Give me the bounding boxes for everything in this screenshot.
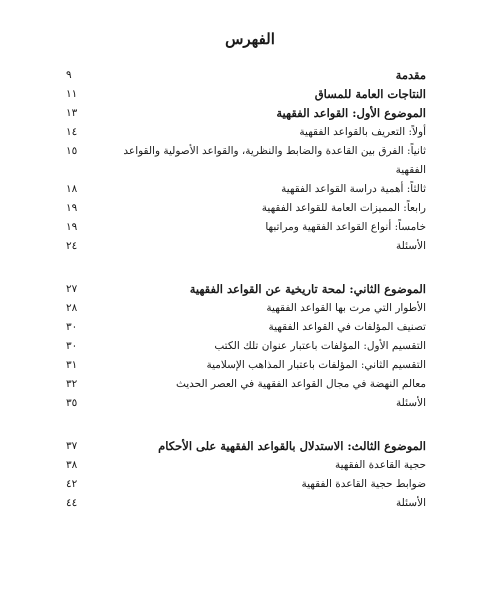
toc-entry-page-number: ٣٥ — [66, 397, 78, 409]
toc-entry[interactable] — [66, 375, 426, 394]
toc-entry-title: الموضوع الثالث: الاستدلال بالقواعد الفقهية على الأحكام — [158, 439, 426, 453]
toc-entry-title: حجية القاعدة الفقهية — [334, 459, 426, 471]
toc-entry-title: التقسيم الثاني: المؤلفات باعتبار المذاهب الإسلامية — [206, 359, 426, 371]
toc-entry[interactable] — [66, 85, 426, 104]
toc-entry-page-number: ٣٠ — [66, 340, 78, 352]
toc-entry-title: ثالثاً: أهمية دراسة القواعد الفقهية — [281, 183, 426, 195]
table-of-contents — [66, 66, 426, 513]
toc-entry-title: تصنيف المؤلفات في القواعد الفقهية — [268, 321, 426, 333]
page-title: الفهرس — [225, 30, 275, 48]
toc-entry[interactable] — [66, 475, 426, 494]
toc-entry[interactable] — [66, 356, 426, 375]
toc-entry[interactable] — [66, 142, 426, 180]
toc-entry-title: التقسيم الأول: المؤلفات باعتبار عنوان تلك الكتب — [214, 340, 426, 352]
toc-entry-title: ضوابط حجية القاعدة الفقهية — [301, 478, 426, 490]
toc-entry-page-number: ١٩ — [66, 202, 78, 214]
toc-entry[interactable] — [66, 437, 426, 456]
toc-entry-page-number: ٣١ — [66, 359, 78, 371]
toc-entry-title: الأطوار التي مرت بها القواعد الفقهية — [266, 302, 426, 314]
toc-entry[interactable] — [66, 237, 426, 256]
toc-entry[interactable] — [66, 123, 426, 142]
toc-entry[interactable] — [66, 456, 426, 475]
toc-entry-title: الأسئلة — [396, 497, 426, 509]
toc-entry-page-number: ٣٧ — [66, 440, 78, 452]
toc-entry-page-number: ٢٤ — [66, 240, 78, 252]
toc-entry-page-number: ٤٢ — [66, 478, 78, 490]
toc-entry-page-number: ١٣ — [66, 107, 78, 119]
toc-entry-page-number: ١١ — [66, 88, 78, 100]
toc-entry-title: رابعاً: المميزات العامة للقواعد الفقهية — [261, 202, 426, 214]
section-gap — [66, 413, 426, 437]
toc-entry-page-number: ٣٢ — [66, 378, 78, 390]
toc-entry-title: معالم النهضة في مجال القواعد الفقهية في العصر الحديث — [175, 378, 426, 390]
toc-entry[interactable] — [66, 104, 426, 123]
toc-entry-page-number: ١٨ — [66, 183, 78, 195]
toc-entry-page-number: ٤٤ — [66, 497, 78, 509]
toc-entry-title: مقدمة — [395, 68, 426, 82]
toc-entry[interactable] — [66, 66, 426, 85]
toc-entry[interactable] — [66, 318, 426, 337]
toc-entry-page-number: ٣٨ — [66, 459, 78, 471]
toc-entry-title: النتاجات العامة للمساق — [314, 87, 426, 101]
toc-entry-title: الأسئلة — [396, 240, 426, 252]
toc-entry-page-number: ١٩ — [66, 221, 78, 233]
toc-entry[interactable] — [66, 299, 426, 318]
toc-entry[interactable] — [66, 199, 426, 218]
toc-entry-title: الأسئلة — [396, 397, 426, 409]
toc-entry[interactable] — [66, 218, 426, 237]
toc-entry-page-number: ٢٧ — [66, 283, 78, 295]
toc-entry-title: الموضوع الثاني: لمحة تاريخية عن القواعد الفقهية — [189, 282, 426, 296]
toc-entry-page-number: ٩ — [66, 69, 72, 81]
toc-entry-page-number: ٢٨ — [66, 302, 78, 314]
toc-entry[interactable] — [66, 394, 426, 413]
toc-entry-page-number: ٣٠ — [66, 321, 78, 333]
toc-entry-title: الموضوع الأول: القواعد الفقهية — [276, 106, 426, 120]
toc-entry-title: ثانياً: الفرق بين القاعدة والضابط والنظرية، والقواعد الأصولية والقواعد الفقهية — [123, 145, 426, 176]
toc-entry-page-number: ١٤ — [66, 126, 78, 138]
section-gap — [66, 256, 426, 280]
toc-entry-title: أولاً: التعريف بالقواعد الفقهية — [299, 126, 426, 138]
toc-entry[interactable] — [66, 280, 426, 299]
toc-entry-page-number: ١٥ — [66, 145, 78, 157]
toc-entry-title: خامساً: أنواع القواعد الفقهية ومراتبها — [265, 221, 426, 233]
toc-entry[interactable] — [66, 180, 426, 199]
toc-entry[interactable] — [66, 494, 426, 513]
toc-entry[interactable] — [66, 337, 426, 356]
